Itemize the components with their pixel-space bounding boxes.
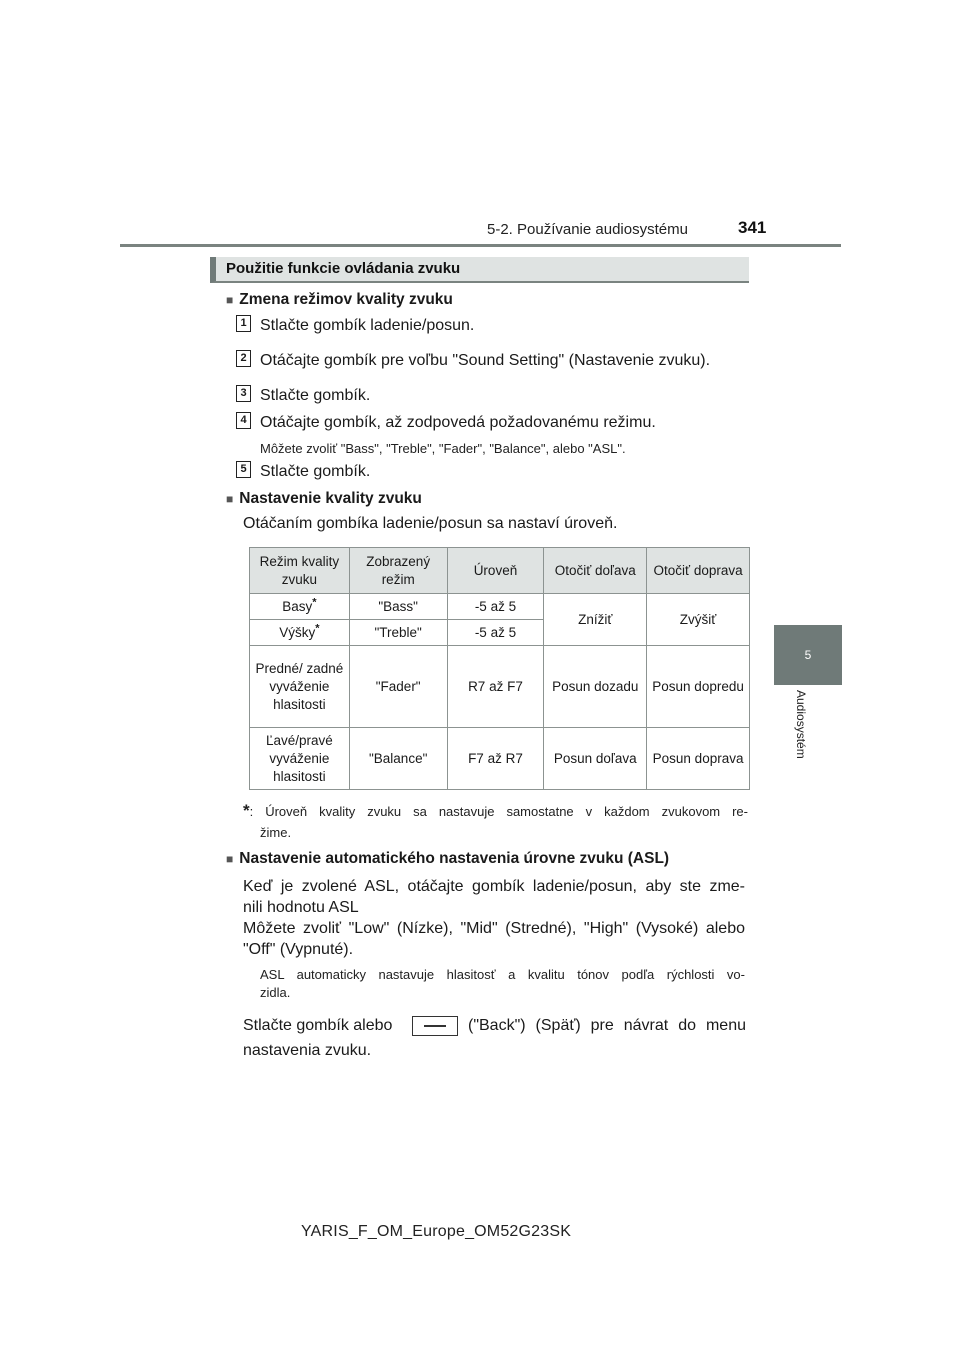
back-text-before: Stlačte gombík alebo — [243, 1017, 393, 1034]
table-cell-mode: Predné/ zadné vyváženie hlasitosti — [250, 646, 350, 728]
step-number: 3 — [236, 385, 251, 402]
step-number: 4 — [236, 412, 251, 429]
step-text: Stlačte gombík. — [260, 463, 371, 480]
back-button-icon — [412, 1016, 458, 1036]
footnote-star: * — [315, 622, 320, 634]
part2-heading-text: Nastavenie kvality zvuku — [239, 490, 422, 507]
table-row — [250, 728, 750, 790]
table-header-cell: Otočiť doľava — [544, 548, 647, 594]
table-cell-display: "Fader" — [349, 646, 447, 728]
table-cell-level: -5 až 5 — [447, 620, 544, 646]
table-cell-left: Posun doľava — [544, 728, 647, 790]
chapter-label: Audiosystém — [794, 690, 808, 759]
square-bullet-icon: ■ — [226, 852, 234, 866]
table-header-row — [250, 548, 750, 594]
table-cell-right: Zvýšiť — [647, 594, 750, 646]
table-header-cell: Zobrazený režim — [349, 548, 447, 594]
back-dash — [424, 1025, 446, 1027]
step-text: Stlačte gombík ladenie/posun. — [260, 317, 475, 334]
part2-intro: Otáčaním gombíka ladenie/posun sa nastaví úroveň. — [243, 515, 618, 532]
part3-heading — [226, 850, 669, 868]
step-note: Môžete zvoliť "Bass", "Treble", "Fader", "Balance", alebo "ASL". — [260, 441, 626, 456]
table-header-cell: Otočiť doprava — [647, 548, 750, 594]
part1-heading-text: Zmena režimov kvality zvuku — [239, 291, 453, 308]
step-number: 1 — [236, 315, 251, 332]
table-cell-mode — [250, 594, 350, 620]
asl-line: Môžete zvoliť "Low" (Nízke), "Mid" (Stredné), "High" (Vysoké) alebo — [243, 920, 745, 937]
page-number: 341 — [738, 218, 767, 237]
mode-text: Basy — [282, 598, 313, 614]
asl-note-line: ASL automaticky nastavuje hlasitosť a kvalitu tónov podľa rýchlosti vo- — [260, 967, 745, 982]
back-text-after-line: ("Back") (Späť) pre návrat do menu — [468, 1017, 746, 1034]
table-cell-display: "Bass" — [349, 594, 447, 620]
footnote-star: * — [312, 596, 317, 608]
table-cell-level: R7 až F7 — [447, 646, 544, 728]
table-header-cell: Režim kvality zvuku — [250, 548, 350, 594]
table-row — [250, 594, 750, 620]
footnote-line: žime. — [260, 825, 292, 840]
asl-note-line: zidla. — [260, 985, 291, 1000]
square-bullet-icon: ■ — [226, 492, 234, 506]
table-footnote — [243, 801, 748, 840]
part2-heading — [226, 490, 422, 508]
step-text: Stlačte gombík. — [260, 387, 371, 404]
step-number: 2 — [236, 350, 251, 367]
asl-description — [243, 876, 745, 960]
chapter-tab — [774, 625, 842, 685]
back-text-after — [468, 1017, 746, 1035]
document-footer: YARIS_F_OM_Europe_OM52G23SK — [301, 1223, 572, 1240]
table-cell-display: "Treble" — [349, 620, 447, 646]
mode-text: Výšky — [279, 624, 316, 640]
part1-heading — [226, 291, 453, 309]
table-cell-mode: Ľavé/pravé vyváženie hlasitosti — [250, 728, 350, 790]
asl-line: "Off" (Vypnuté). — [243, 941, 354, 958]
asl-note — [260, 966, 745, 1002]
table-cell-left: Posun dozadu — [544, 646, 647, 728]
back-text-line2: nastavenia zvuku. — [243, 1042, 372, 1059]
asl-line: nili hodnotu ASL — [243, 899, 359, 916]
footnote-star: * — [243, 801, 250, 820]
sound-quality-table — [249, 547, 750, 790]
step-text: Otáčajte gombík pre voľbu "Sound Setting" (Nastavenie zvuku). — [260, 352, 711, 369]
square-bullet-icon: ■ — [226, 293, 234, 307]
table-cell-level: F7 až R7 — [447, 728, 544, 790]
table-cell-right: Posun doprava — [647, 728, 750, 790]
chapter-number: 5 — [804, 648, 812, 662]
header-rule — [120, 244, 841, 247]
running-header-section: 5-2. Používanie audiosystému — [487, 221, 688, 238]
asl-line: Keď je zvolené ASL, otáčajte gombík ladenie/posun, aby ste zme- — [243, 878, 745, 895]
table-header-cell: Úroveň — [447, 548, 544, 594]
table-row — [250, 646, 750, 728]
section-title: Použitie funkcie ovládania zvuku — [210, 257, 749, 283]
part3-heading-text: Nastavenie automatického nastavenia úrovne zvuku (ASL) — [239, 850, 670, 867]
table-cell-left: Znížiť — [544, 594, 647, 646]
table-cell-level: -5 až 5 — [447, 594, 544, 620]
table-cell-mode — [250, 620, 350, 646]
footnote-line — [243, 801, 748, 821]
table-cell-right: Posun dopredu — [647, 646, 750, 728]
step-text: Otáčajte gombík, až zodpovedá požadovanému režimu. — [260, 414, 656, 431]
footnote-text: : Úroveň kvality zvuku sa nastavuje samostatne v každom zvukovom re- — [249, 804, 748, 819]
step-number: 5 — [236, 461, 251, 478]
table-cell-display: "Balance" — [349, 728, 447, 790]
